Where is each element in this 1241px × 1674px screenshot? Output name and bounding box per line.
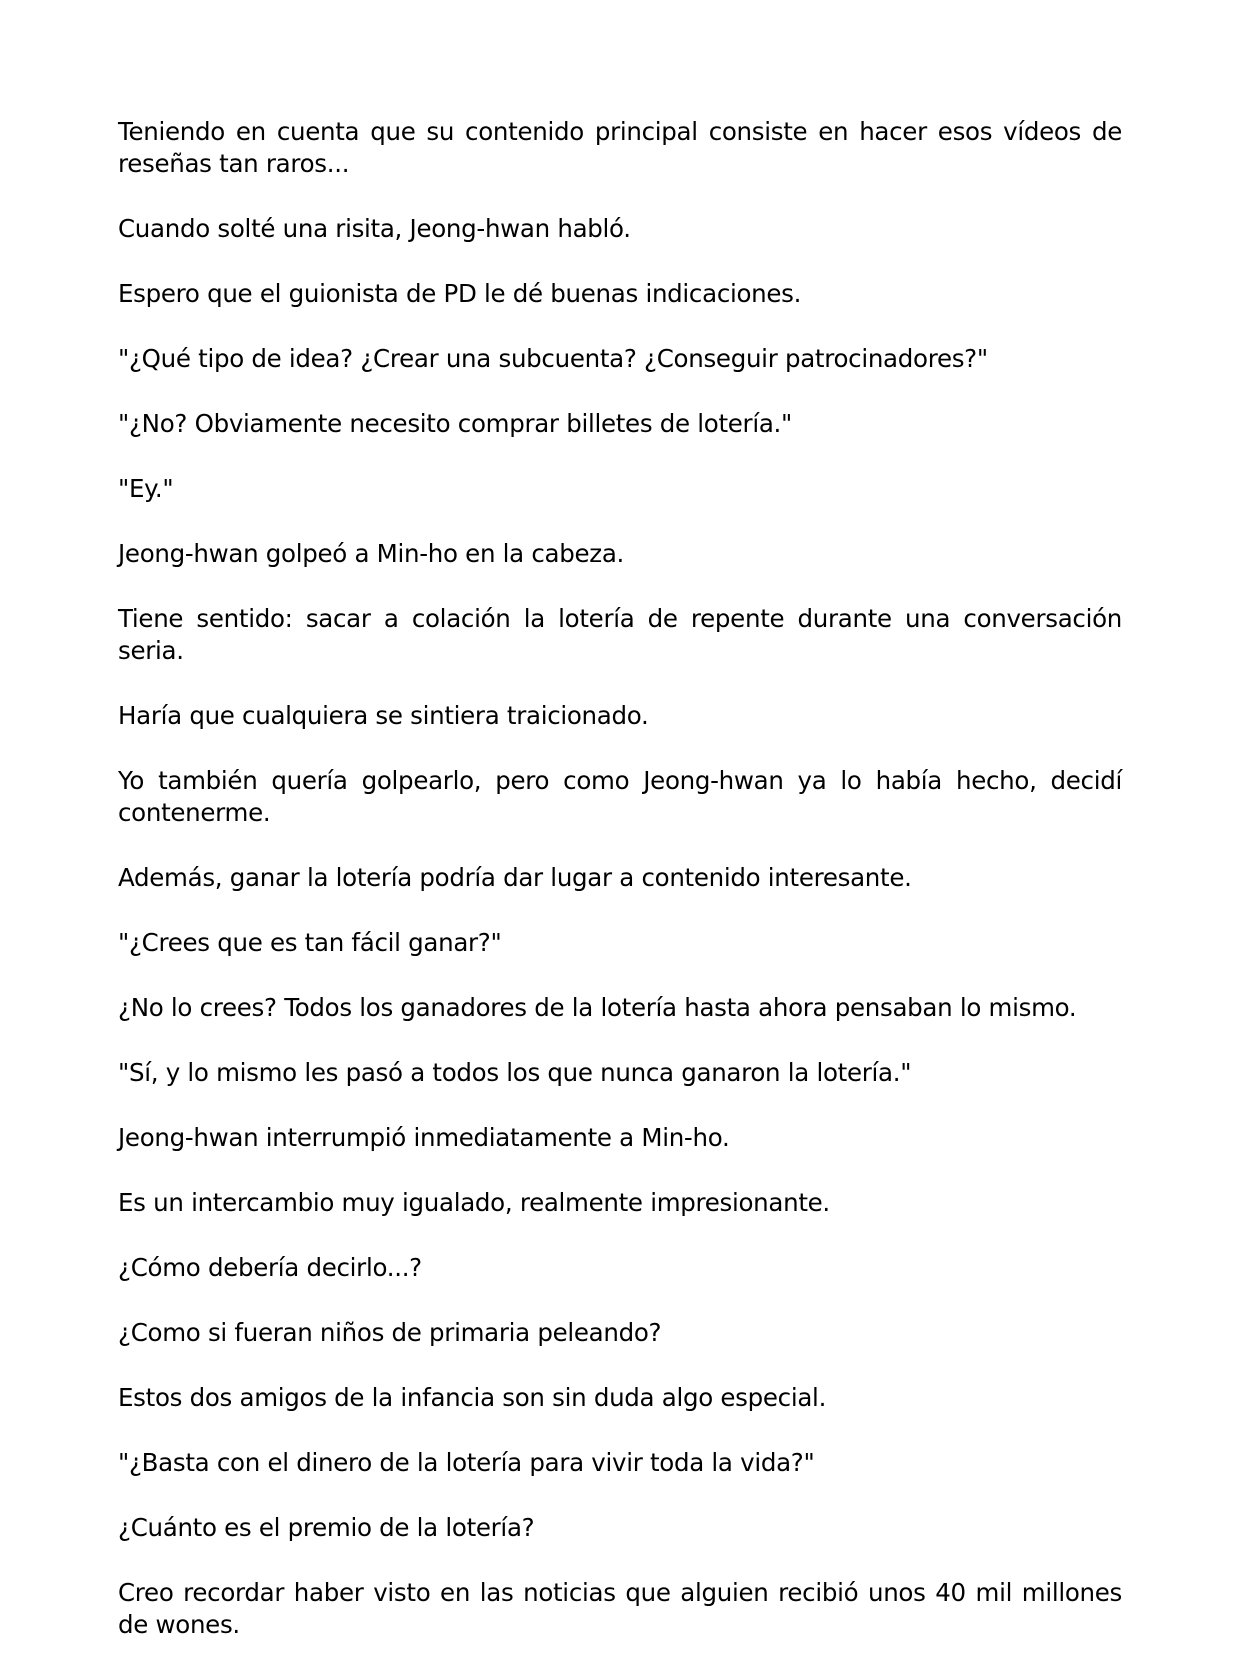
paragraph: Haría que cualquiera se sintiera traicionado. xyxy=(118,701,649,730)
paragraph: ¿No lo crees? Todos los ganadores de la lotería hasta ahora pensaban lo mismo. xyxy=(118,993,1077,1022)
paragraph: Yo también quería golpearlo, pero como Jeong-hwan ya lo había hecho, decidí contenerme. xyxy=(118,766,1122,827)
paragraph: "¿Qué tipo de idea? ¿Crear una subcuenta? ¿Conseguir patrocinadores?" xyxy=(118,344,988,373)
paragraph: ¿Como si fueran niños de primaria peleando? xyxy=(118,1318,662,1347)
paragraph: "¿Crees que es tan fácil ganar?" xyxy=(118,928,502,957)
paragraph: Es un intercambio muy igualado, realmente impresionante. xyxy=(118,1188,830,1217)
paragraph: Cuando solté una risita, Jeong-hwan habló. xyxy=(118,214,631,243)
paragraph: Jeong-hwan golpeó a Min-ho en la cabeza. xyxy=(118,539,625,568)
paragraph: ¿Cómo debería decirlo...? xyxy=(118,1253,422,1282)
paragraph: Además, ganar la lotería podría dar lugar a contenido interesante. xyxy=(118,863,912,892)
paragraph: "¿Basta con el dinero de la lotería para vivir toda la vida?" xyxy=(118,1448,815,1477)
paragraph: "¿No? Obviamente necesito comprar billetes de lotería." xyxy=(118,409,793,438)
paragraph: Tiene sentido: sacar a colación la lotería de repente durante una conversación seria. xyxy=(118,604,1122,665)
paragraph: "Sí, y lo mismo les pasó a todos los que nunca ganaron la lotería." xyxy=(118,1058,912,1087)
paragraph: Jeong-hwan interrumpió inmediatamente a Min-ho. xyxy=(118,1123,730,1152)
paragraph: "Ey." xyxy=(118,474,174,503)
paragraph: Espero que el guionista de PD le dé buenas indicaciones. xyxy=(118,279,802,308)
body-text xyxy=(118,116,1122,1674)
paragraph: Estos dos amigos de la infancia son sin duda algo especial. xyxy=(118,1383,827,1412)
paragraph: Creo recordar haber visto en las noticias que alguien recibió unos 40 mil millones de wones. xyxy=(118,1578,1122,1639)
paragraph: Teniendo en cuenta que su contenido principal consiste en hacer esos vídeos de reseñas tan raros... xyxy=(118,117,1122,178)
paragraph: ¿Cuánto es el premio de la lotería? xyxy=(118,1513,535,1542)
